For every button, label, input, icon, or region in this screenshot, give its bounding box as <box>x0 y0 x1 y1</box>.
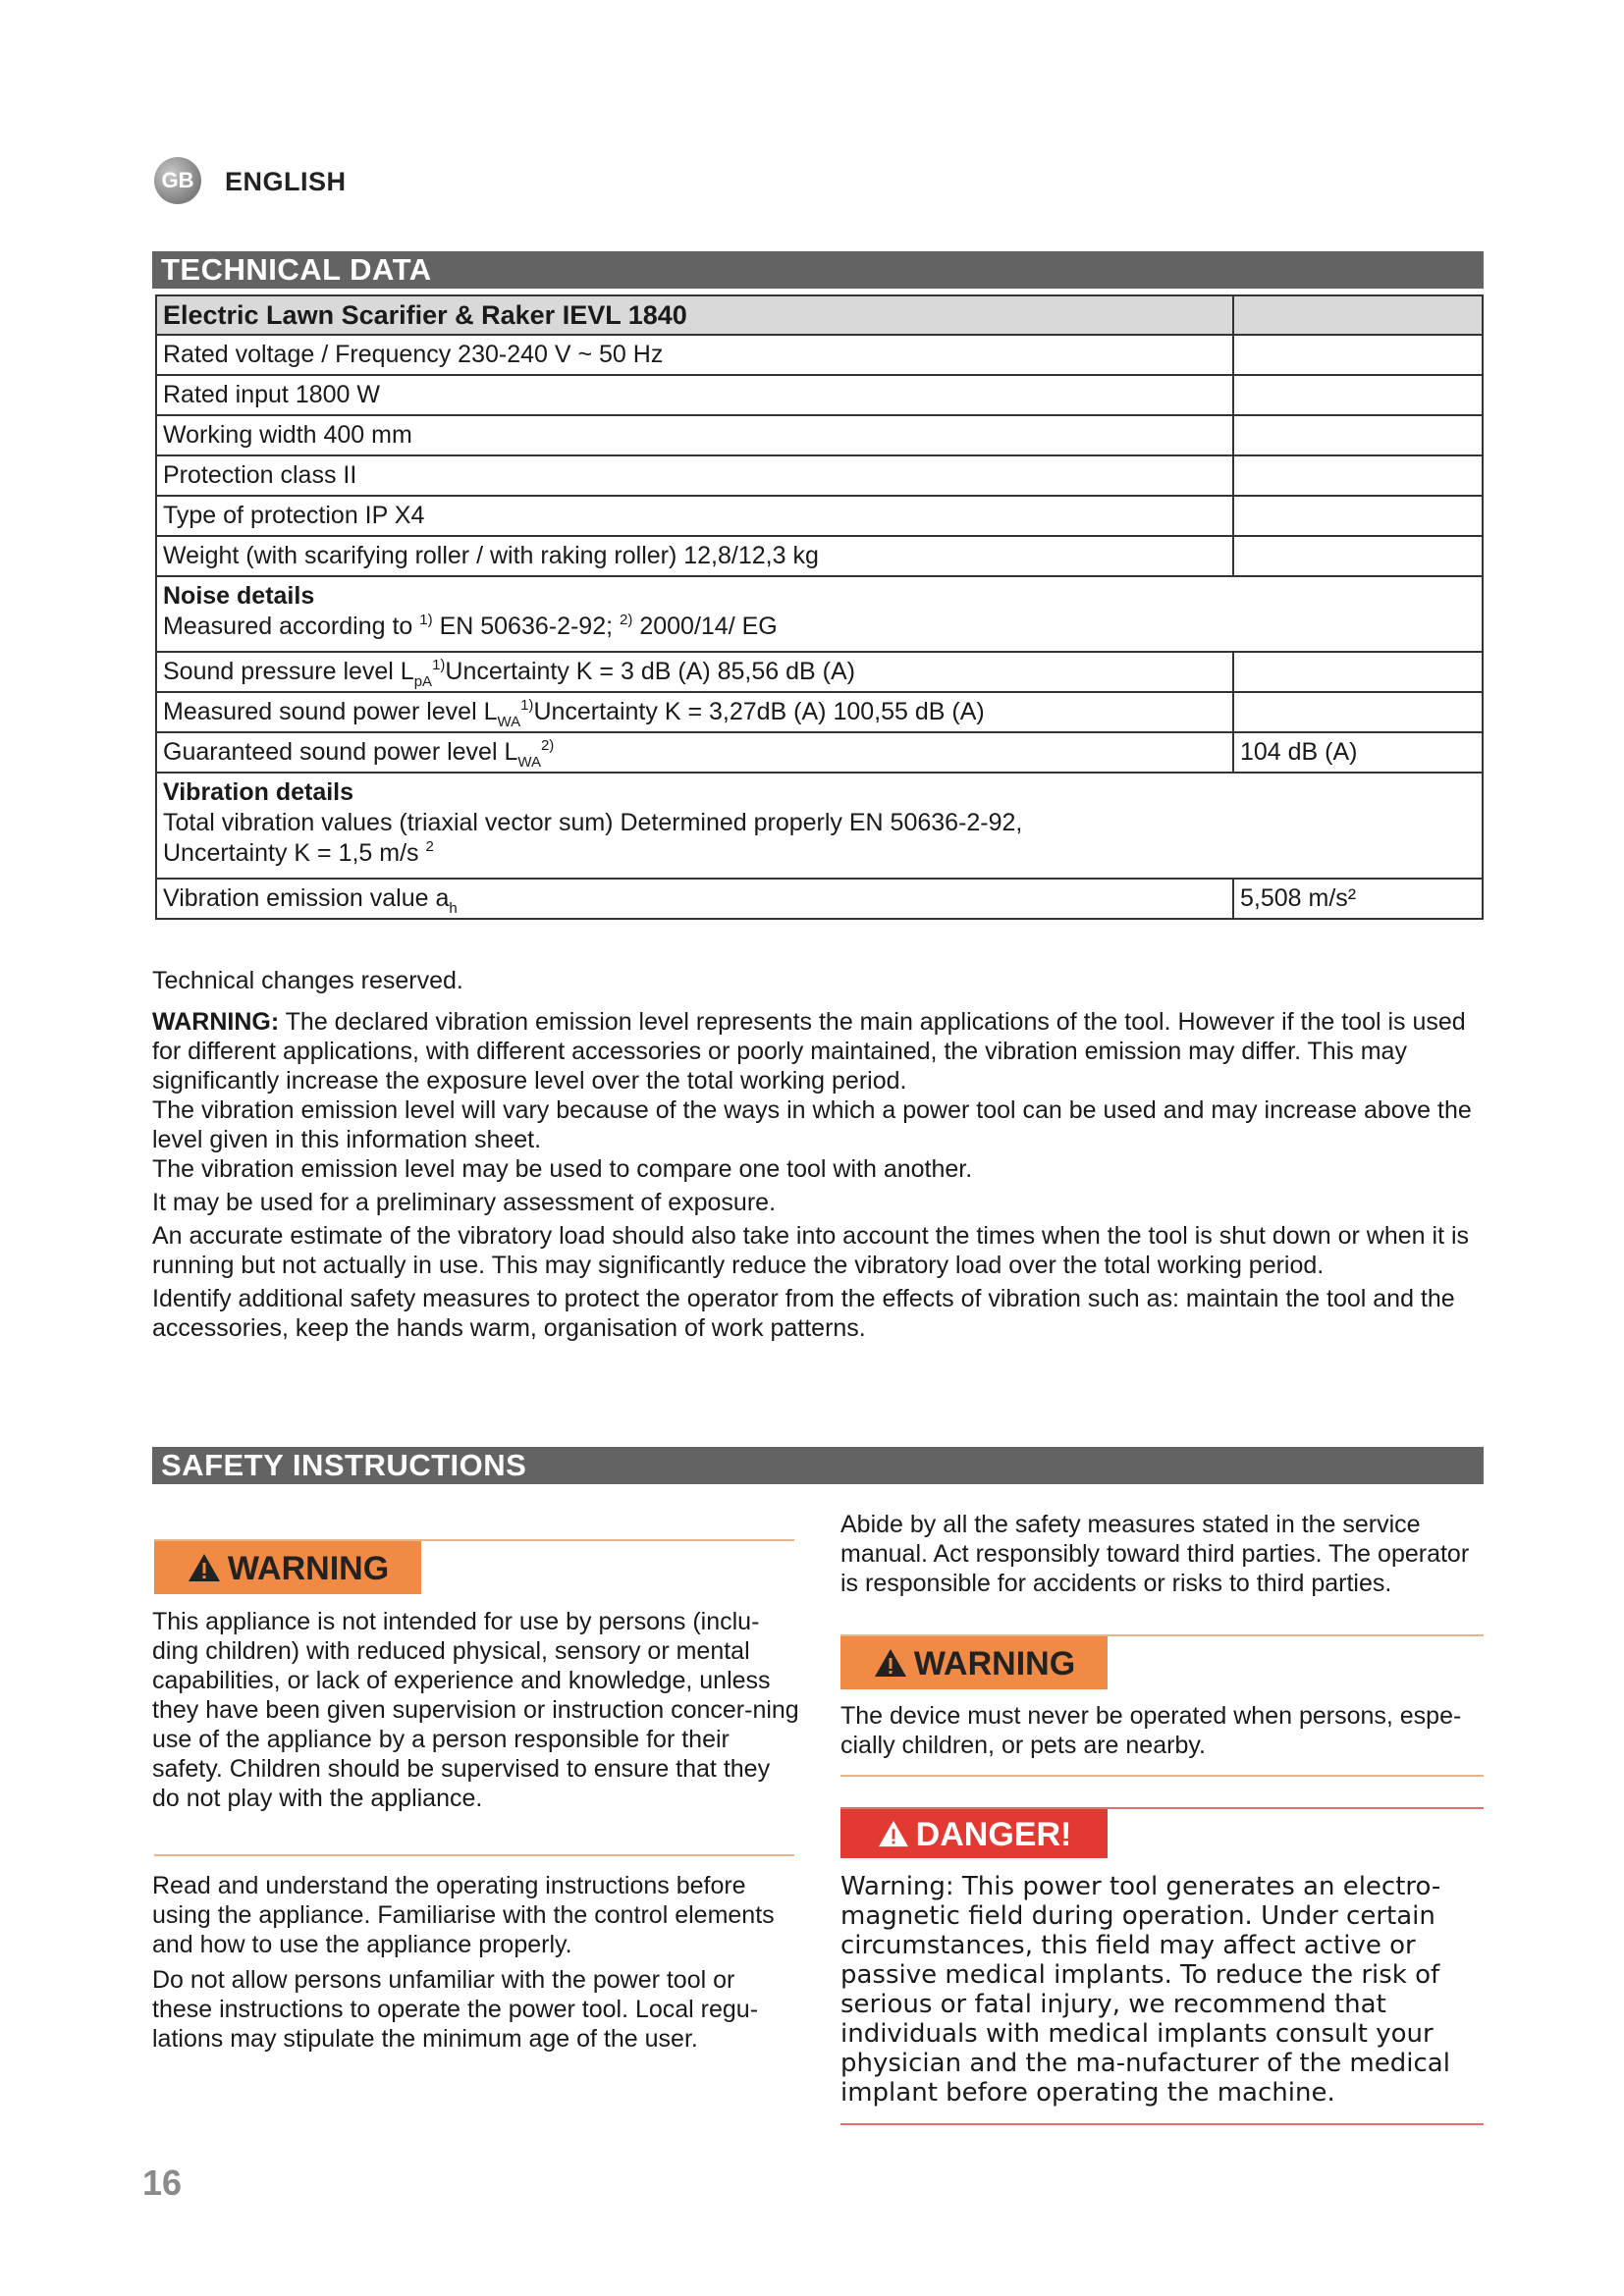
measured-sound-power-cell: Measured sound power level $L_{WA}^{1)}Uncertainty$ K = 3,27dB (A) 100,55 dB (A) <box>156 692 1233 732</box>
warning-triangle-icon <box>187 1552 222 1583</box>
product-name: Electric Lawn Scarifier & Raker IEVL 1840 <box>156 295 1233 335</box>
paragraph: An accurate estimate of the vibratory load should also take into account the times when the tool is shut down or when it is running but not actually in use. This may significantly reduce the vibratory load over the total working period. <box>152 1222 1470 1279</box>
noise-measured-line: Measured according to $^{1)}$ EN 50636-2-92; $^{2)}$ 2000/14/ EG <box>163 612 778 640</box>
table-row <box>156 692 1483 732</box>
warning-label-box: WARNING <box>154 1541 421 1594</box>
guaranteed-sound-power-cell: Guaranteed sound power level $L_{WA}^{2)}$ <box>156 732 1233 773</box>
paragraph: Do not allow persons unfamiliar with the power tool or these instructions to operate the power tool. Local regu-lations may stipulate the minimum age of the user. <box>152 1966 759 2053</box>
table-row <box>156 455 1483 496</box>
danger-triangle-icon <box>877 1819 910 1848</box>
warning-triangle-icon <box>873 1647 908 1679</box>
divider <box>840 2123 1484 2125</box>
warning-text: This appliance is not intended for use by persons (inclu-ding children) with reduced physical, sensory or mental capabilities, or lack of experience and knowledge, unless they have been given supervision or instruction concer-ning use of the appliance by a person responsible for their safety. Children should be supervised to ensure that they do not play with the appliance. <box>152 1608 799 1812</box>
vibration-details-row <box>156 773 1483 879</box>
noise-heading: Noise details <box>163 582 315 610</box>
table-row <box>156 496 1483 536</box>
page-number: 16 <box>142 2163 183 2203</box>
paragraph: Identify additional safety measures to protect the operator from the effects of vibration such as: maintain the tool and the accessories, keep the hands warm, organisation of work patterns. <box>152 1285 1455 1342</box>
vibration-emission-value: 5,508 m/s² <box>1233 879 1483 919</box>
vibration-emission-cell: Vibration emission value $a_h$ <box>156 879 1233 919</box>
reserved-note: Technical changes reserved. <box>152 967 463 994</box>
paragraph: Read and understand the operating instructions before using the appliance. Familiarise with the control elements and how to use the appliance properly. <box>152 1872 775 1958</box>
technical-notes <box>152 966 1488 1343</box>
vibration-uncertainty: Uncertainty K = 1,5 m/s $^2$ <box>163 838 434 867</box>
divider <box>840 1775 1484 1777</box>
divider <box>154 1854 794 1856</box>
vibration-heading: Vibration details <box>163 778 354 806</box>
table-row <box>156 375 1483 415</box>
danger-label-box: DANGER! <box>840 1809 1108 1858</box>
warning-paragraph: WARNING: The declared vibration emission level represents the main applications of the tool. However if the tool is used for different applications, with different accessories or poorly maintained, the vibration emission may differ. This may significantly increase the exposure level over the total working period. <box>152 1008 1466 1095</box>
danger-text: Warning: This power tool generates an electro-magnetic field during operation. Under certain circumstances, this field may affect active or passive medical implants. To reduce the risk of serious or fatal injury, we recommend that individuals with medical implants consult your physician and the ma-nufacturer of the medical implant before operating the machine. <box>840 1872 1450 2108</box>
table-row <box>156 536 1483 576</box>
paragraph: The vibration emission level will vary because of the ways in which a power tool can be used and may increase above the level given in this information sheet. <box>152 1096 1472 1153</box>
table-row <box>156 415 1483 455</box>
country-badge: GB <box>154 157 201 204</box>
language-label: ENGLISH <box>225 167 347 196</box>
warning-label-box: WARNING <box>840 1636 1108 1689</box>
warning-text: The device must never be operated when persons, espe-cially children, or pets are nearby. <box>840 1702 1462 1759</box>
table-row <box>156 879 1483 919</box>
spec-cell: Type of protection IP X4 <box>156 496 1233 536</box>
spec-cell: Weight (with scarifying roller / with raking roller) 12,8/12,3 kg <box>156 536 1233 576</box>
table-row <box>156 732 1483 773</box>
table-row <box>156 652 1483 692</box>
sound-pressure-cell: Sound pressure level $L_{pA}^{1)}Uncertainty$ K = 3 dB (A) 85,56 dB (A) <box>156 652 1233 692</box>
safety-instructions-heading: SAFETY INSTRUCTIONS <box>152 1447 1484 1484</box>
spec-cell: Rated input 1800 W <box>156 375 1233 415</box>
technical-data-heading: TECHNICAL DATA <box>152 251 1484 289</box>
table-row <box>156 335 1483 375</box>
paragraph: The vibration emission level may be used to compare one tool with another. <box>152 1155 973 1183</box>
table-row <box>156 295 1483 335</box>
paragraph: It may be used for a preliminary assessment of exposure. <box>152 1189 777 1216</box>
spec-cell: Rated voltage / Frequency 230-240 V ~ 50 Hz <box>156 335 1233 375</box>
instructions-text <box>152 1871 800 2054</box>
noise-details-row <box>156 576 1483 652</box>
spec-cell: Working width 400 mm <box>156 415 1233 455</box>
technical-data-table <box>155 294 1484 920</box>
vibration-line: Total vibration values (triaxial vector sum) Determined properly EN 50636-2-92, <box>163 809 1023 836</box>
guaranteed-sound-power-value: 104 dB (A) <box>1233 732 1483 773</box>
spec-cell: Protection class II <box>156 455 1233 496</box>
intro-text: Abide by all the safety measures stated in the service manual. Act responsibly toward third parties. The operator is responsible for accidents or risks to third parties. <box>840 1511 1470 1597</box>
